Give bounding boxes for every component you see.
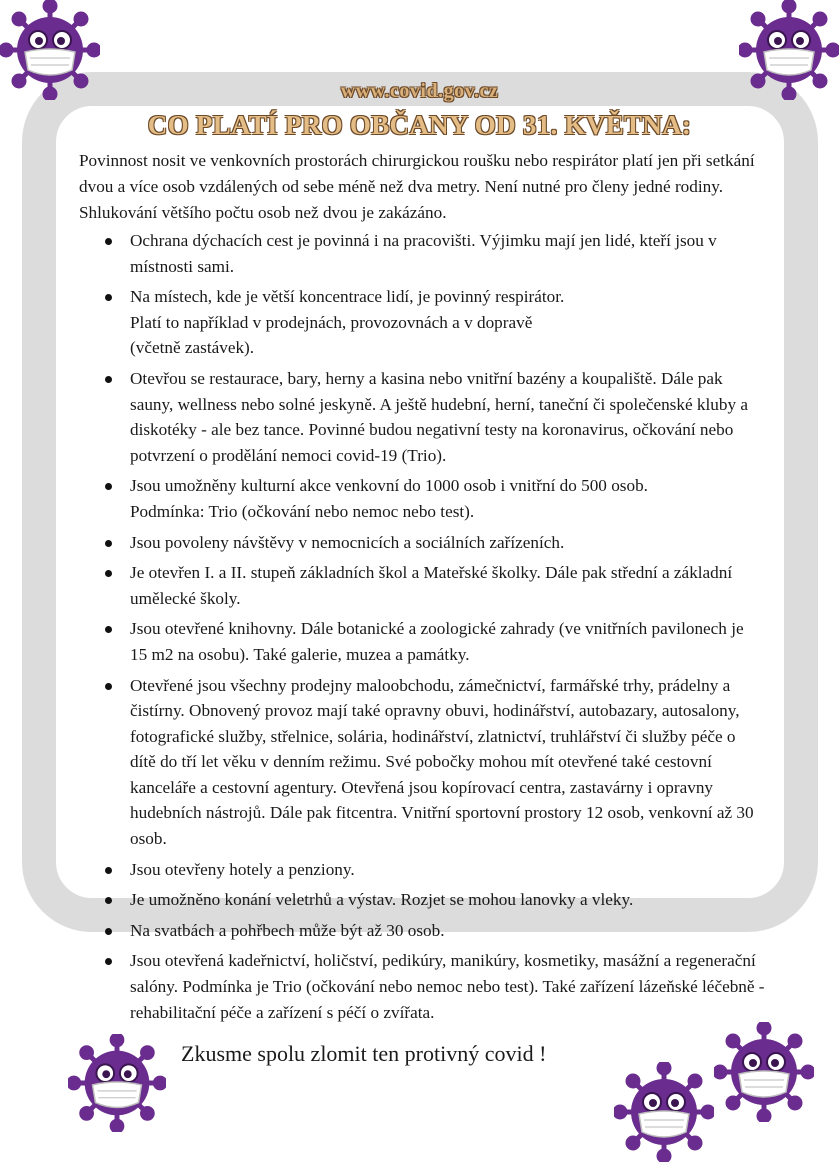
bullet-icon — [105, 897, 112, 904]
virus-mascot-icon — [0, 0, 100, 100]
list-item — [105, 948, 765, 1025]
list-item — [105, 887, 765, 913]
list-item-text: Otevřou se restaurace, bary, herny a kasina nebo vnitřní bazény a koupaliště. Dále pak sauny, wellness nebo solné jeskyně. A ještě hudební, herní, taneční či společenské kluby a diskotéky - ale bez tance. Povinné budou negativní testy na koronavirus, očkování nebo potvrzení o prodělání nemoci covid-19 (Trio). — [130, 368, 748, 465]
bullet-icon — [105, 867, 112, 874]
virus-mascot-icon — [714, 1022, 814, 1122]
list-item-text: Jsou umožněny kulturní akce venkovní do 1000 osob i vnitřní do 500 osob. Podmínka: Trio (očkování nebo nemoc nebo test). — [130, 476, 648, 521]
bullet-icon — [105, 928, 112, 935]
bullet-icon — [105, 376, 112, 383]
list-item-text: Na svatbách a pohřbech může být až 30 osob. — [130, 920, 445, 940]
list-item — [105, 530, 765, 556]
virus-mascot-icon — [614, 1062, 714, 1162]
list-item — [105, 366, 765, 468]
closing-slogan: Zkusme spolu zlomit ten protivný covid ! — [181, 1041, 547, 1066]
bullet-icon — [105, 626, 112, 633]
list-item-text: Jsou povoleny návštěvy v nemocnicích a sociálních zařízeních. — [130, 532, 565, 552]
rules-list — [105, 228, 765, 1030]
bullet-icon — [105, 294, 112, 301]
intro-paragraph: Povinnost nosit ve venkovních prostorách chirurgickou roušku nebo respirátor platí jen při setkání dvou a více osob vzdálených od sebe méně než dva metry. Není nutné pro členy jedné rodiny. Shlukování většího počtu osob než dvou je zakázáno. — [79, 151, 755, 222]
list-item-text: Na místech, kde je větší koncentrace lidí, je povinný respirátor. Platí to například v prodejnách, provozovnách a v dopravě (včetně zastávek). — [130, 287, 565, 358]
list-item — [105, 673, 765, 852]
list-item — [105, 473, 765, 524]
website-url: www.covid.gov.cz — [340, 80, 499, 102]
list-item — [105, 560, 765, 611]
list-item — [105, 616, 765, 667]
bullet-icon — [105, 540, 112, 547]
list-item-text: Je otevřen I. a II. stupeň základních škol a Mateřské školky. Dále pak střední a základní umělecké školy. — [130, 563, 733, 608]
list-item-text: Jsou otevřená kadeřnictví, holičství, pedikúry, manikúry, kosmetiky, masážní a regenerační salóny. Podmínka je Trio (očkování nebo nemoc nebo test). Také zařízení lázeňské léčebně - rehabilitační péče a zařízení s péčí o zvířata. — [130, 951, 765, 1022]
page-title: CO PLATÍ PRO OBČANY OD 31. KVĚTNA: — [147, 110, 692, 140]
bullet-icon — [105, 483, 112, 490]
list-item-text: Jsou otevřené knihovny. Dále botanické a zoologické zahrady (ve vnitřních pavilonech je 15 m2 na osobu). Také galerie, muzea a památky. — [130, 619, 744, 664]
bullet-icon — [105, 570, 112, 577]
bullet-icon — [105, 683, 112, 690]
list-item — [105, 918, 765, 944]
list-item — [105, 228, 765, 279]
list-item — [105, 857, 765, 883]
list-item-text: Jsou otevřeny hotely a penziony. — [130, 859, 355, 879]
virus-mascot-icon — [739, 0, 839, 100]
list-item-text: Otevřené jsou všechny prodejny maloobchodu, zámečnictví, farmářské trhy, prádelny a čistírny. Obnovený provoz mají také opravny obuvi, hodinářství, autobazary, autosalony, fotografické služby, střelnice, solária, hodinářství, zlatnictví, truhlářství či služby péče o dítě do tří let věku v denním režimu. Své pobočky mohou mít otevřené také cestovní kanceláře a cestovní agentury. Otevřená jsou kopírovací centra, zastavárny i opravny hudebních nástrojů. Dále pak fitcentra. Vnitřní sportovní prostory 12 osob, venkovní až 30 osob. — [130, 675, 754, 849]
bullet-icon — [105, 238, 112, 245]
list-item-text: Je umožněno konání veletrhů a výstav. Rozjet se mohou lanovky a vleky. — [130, 890, 634, 910]
list-item — [105, 284, 765, 361]
list-item-text: Ochrana dýchacích cest je povinná i na pracovišti. Výjimku mají jen lidé, kteří jsou v místnosti sami. — [130, 231, 717, 276]
virus-mascot-icon — [68, 1034, 166, 1132]
bullet-icon — [105, 958, 112, 965]
